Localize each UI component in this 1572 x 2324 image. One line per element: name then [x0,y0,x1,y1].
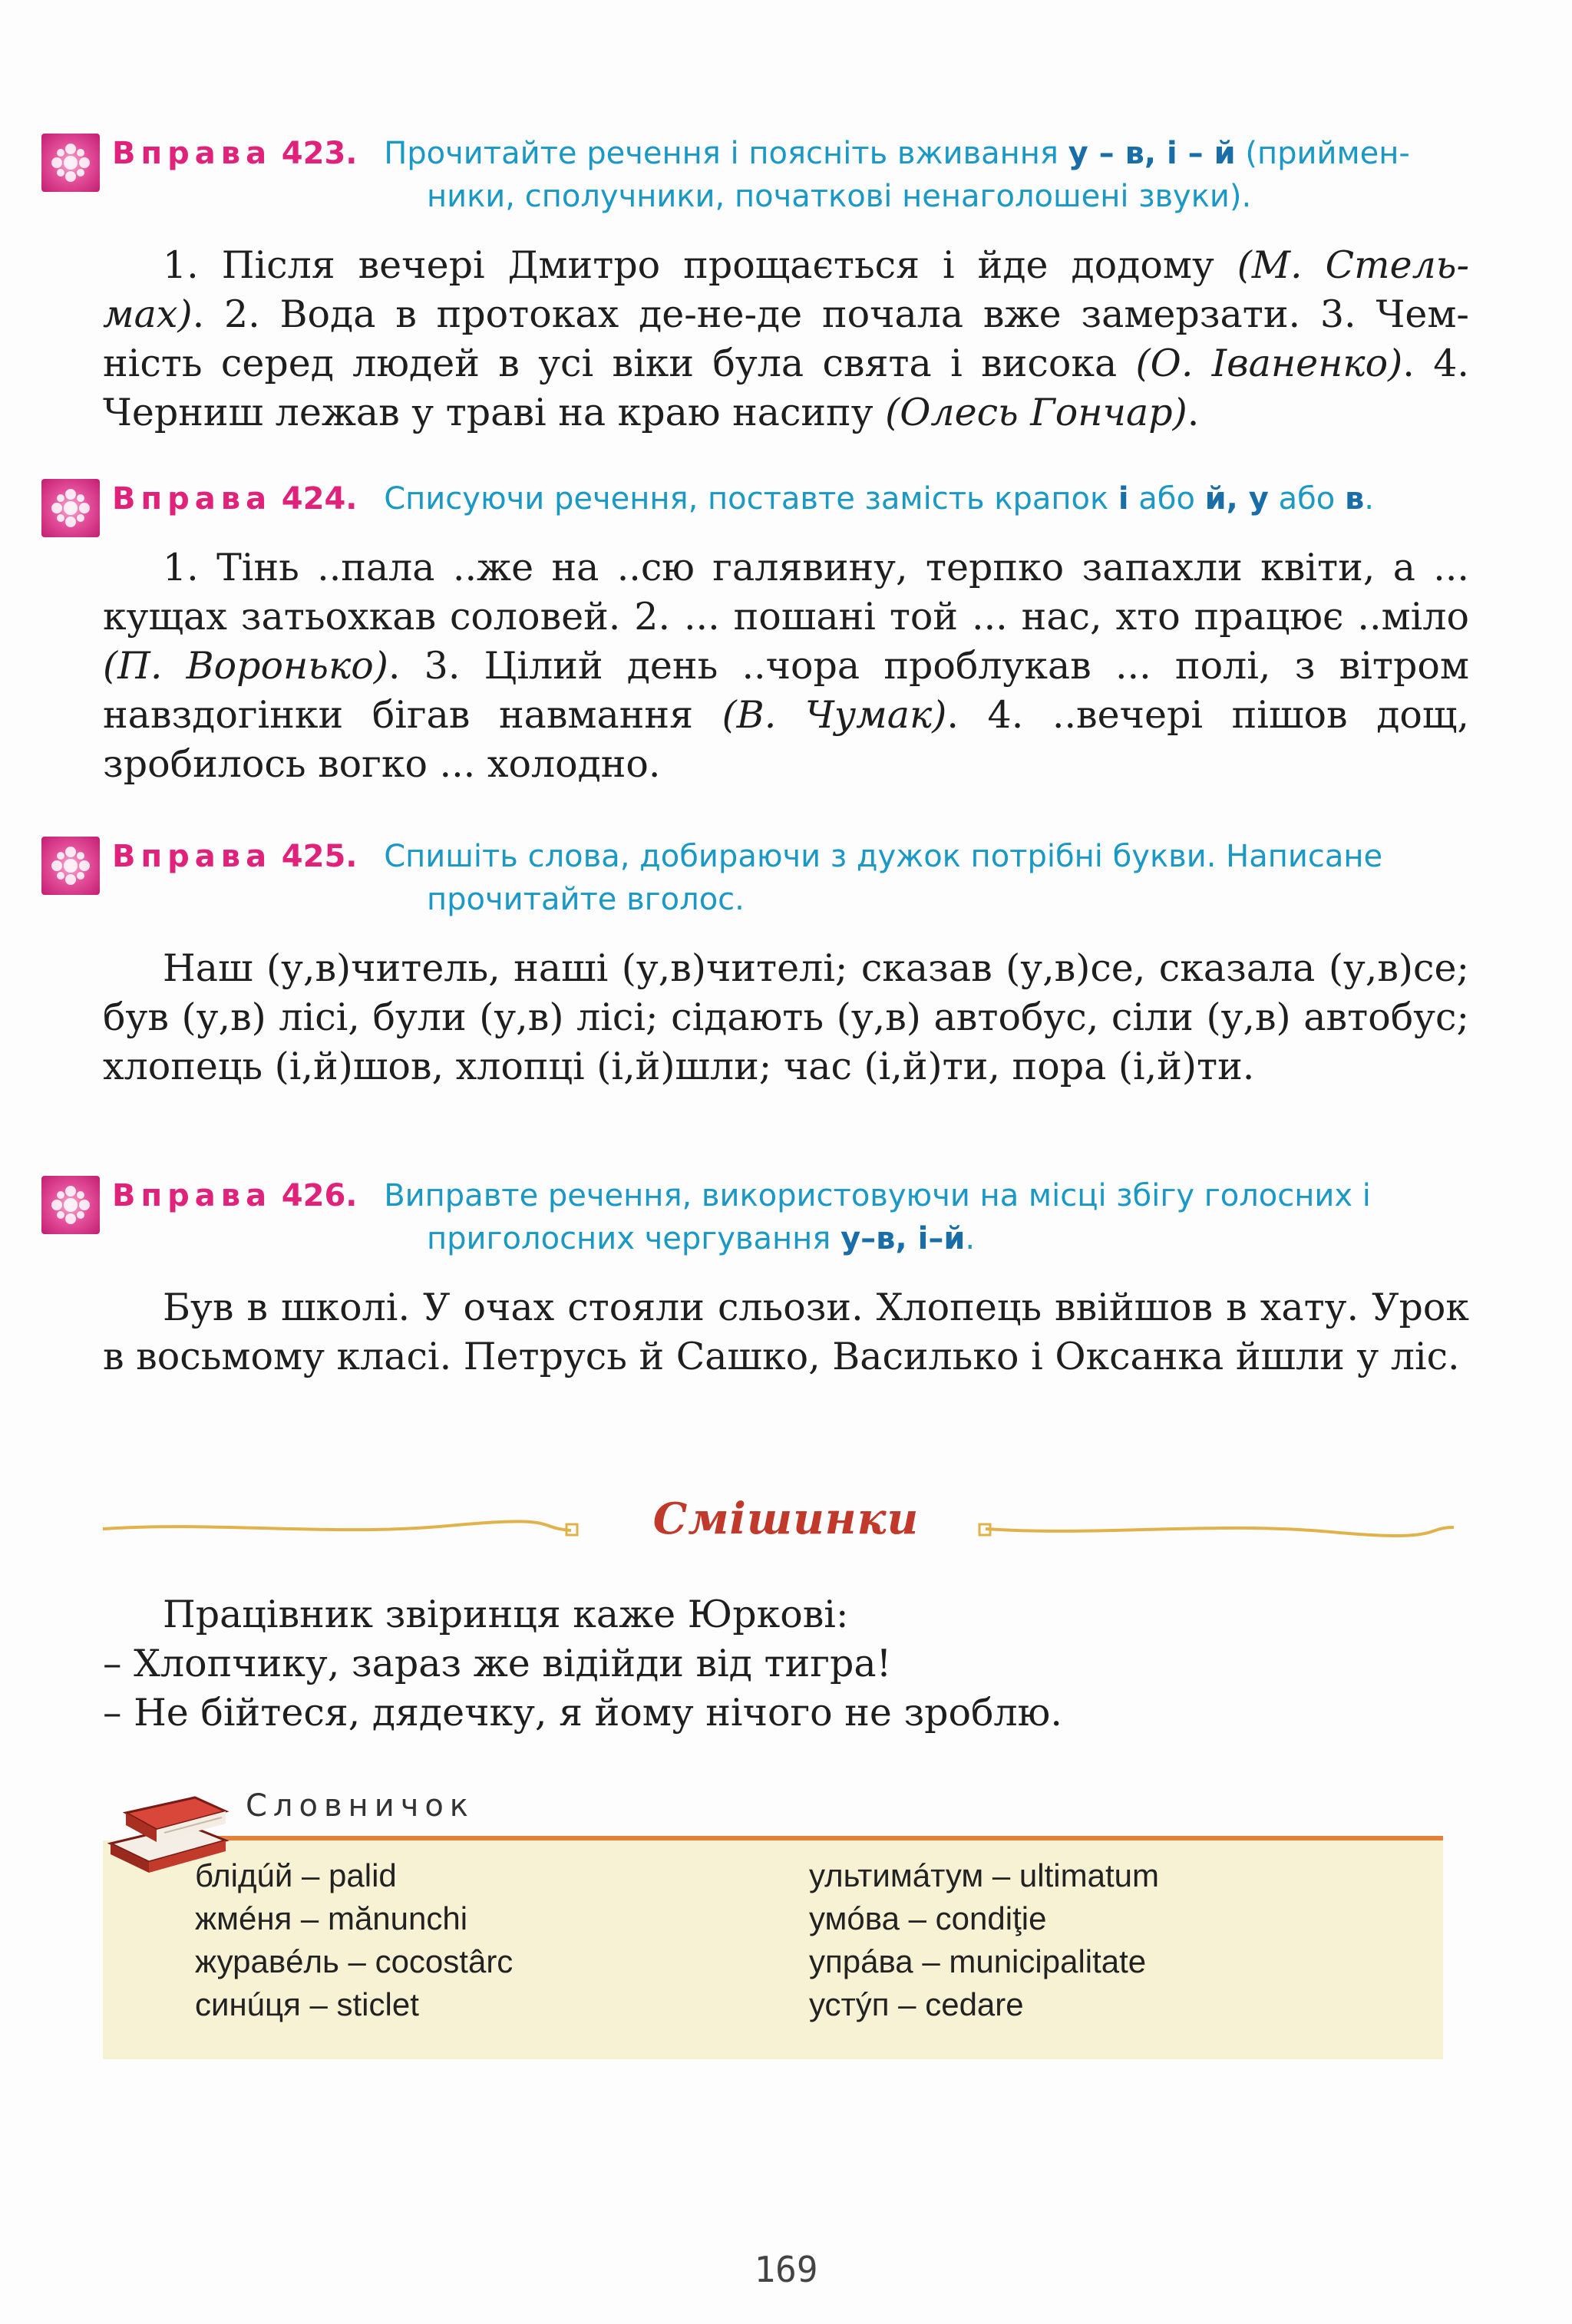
joke-line: – Хлопчику, зараз же відійди від тигра! [103,1642,892,1685]
humor-section-divider [103,1481,1454,1573]
exercise-task: Списуючи речення, поставте замість крапок і або й, у або в. [384,481,1375,517]
glossary-entry: синúця – sticlet [195,1986,419,2022]
flower-icon [41,837,100,895]
exercise-task: Спишіть слова, добираючи з дужок потрібні букви. Написане прочитайте вголос. [384,839,1383,917]
exercise-task: Прочитайте речення і поясніть вживання у – в, і – й (приймен- ники, сполучники, початкові ненаголошені звуки). [384,136,1410,214]
humor-joke [103,1590,1469,1738]
exercise-424 [41,477,1469,789]
glossary-entry: ультимáтум – ultimatum [809,1857,1159,1893]
exercise-header [41,132,1469,218]
page-number: 169 [754,2249,818,2290]
glossary-entry: журавéль – cocostârc [195,1943,514,1979]
exercise-number: 425. [281,839,358,874]
exercise-number: 423. [281,136,358,171]
exercise-label: Вправа [112,839,272,874]
exercise-text: Був в школі. У очах стояли сльози. Хлопець ввійшов в хату. Урок в восьмому класі. Петрусь й Сашко, Василько і Оксанка йшли у ліс. [103,1286,1469,1378]
glossary-entry: блідúй – palid [195,1857,397,1893]
exercise-header [41,835,1469,921]
books-icon [103,1758,233,1891]
exercise-header [41,1174,1469,1260]
exercise-number: 426. [281,1178,358,1213]
exercise-text: 1. Після вечері Дмитро прощається і йде додому (М. Стель-мах). 2. Вода в протоках де-не-де почала вже замерзати. 3. Чем-ність серед людей в усі віки була свята і висока (О. Іваненко). 4. Черниш лежав у траві на краю насипу (Олесь Гончар). [103,243,1469,434]
exercise-number: 424. [281,481,358,517]
exercise-label: Вправа [112,1178,272,1213]
glossary-entry: умóва – condiţie [809,1900,1047,1936]
glossary-column-right [809,1854,1159,2026]
glossary-divider [215,1836,1443,1840]
humor-title: Смішинки [652,1494,920,1544]
exercise-425 [41,835,1469,1091]
glossary-title: Словничок [246,1788,474,1824]
joke-line: Працівник звіринця каже Юркові: [163,1593,849,1636]
exercise-text: 1. Тінь ..пала ..же на ..сю галявину, терпко запахли квіти, а ... кущах затьохкав соловей. 2. ... пошані той ... нас, хто працює ..міло (П. Воронько). 3. Цілий день ..чора проблукав ... полі, з вітром навздогінки бігав навмання (В. Чумак). 4. ..вечері пішов дощ, зробилось вогко ... холодно. [103,546,1469,786]
glossary-box [103,1840,1443,2059]
glossary-entry: жмéня – mănunchi [195,1900,468,1936]
exercise-426 [41,1174,1469,1382]
flower-icon [41,1176,100,1234]
joke-line: – Не бійтеся, дядечку, я йому нічого не зроблю. [103,1691,1062,1735]
exercise-label: Вправа [112,481,272,517]
glossary-entry: упрáва – municipalitate [809,1943,1147,1979]
exercise-label: Вправа [112,136,272,171]
exercise-423 [41,132,1469,437]
flower-icon [41,479,100,537]
glossary-entry: устýп – cedare [809,1986,1024,2022]
glossary-column-left [195,1854,513,2026]
exercise-header [41,477,1469,520]
exercise-text: Наш (у,в)читель, наші (у,в)чителі; сказав (у,в)се, сказала (у,в)се; був (у,в) лісі, були (у,в) лісі; сідають (у,в) автобус, сіли (у,в) автобус; хлопець (і,й)шов, хлопці (і,й)шли; час (і,й)ти, пора (і,й)ти. [103,946,1469,1088]
exercise-task: Виправте речення, використовуючи на місці збігу голосних і приголосних чергування у–в, і–й. [384,1178,1371,1256]
flower-icon [41,134,100,192]
